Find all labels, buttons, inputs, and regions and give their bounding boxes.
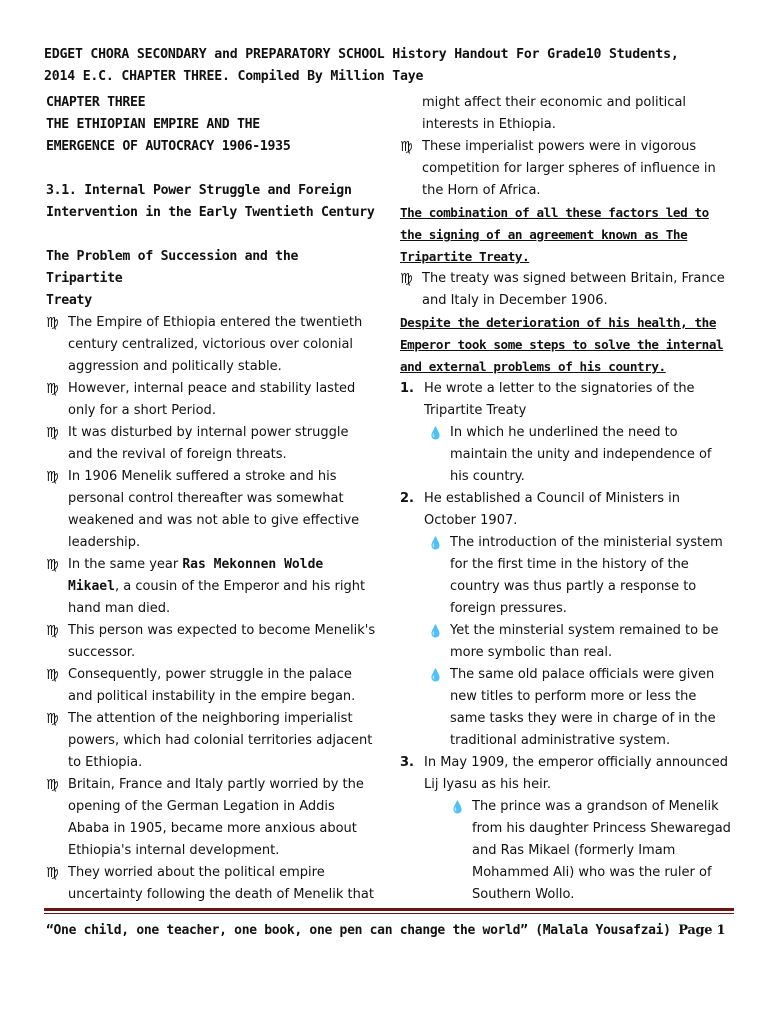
section-heading-line-1: 3.1. Internal Power Struggle and Foreign bbox=[46, 183, 352, 198]
drop-bullet-icon: 💧 bbox=[428, 668, 443, 682]
numbered-item: 3. In May 1909, the emperor officially announced Lij Iyasu as his heir. bbox=[400, 755, 729, 792]
drop-bullet-icon: 💧 bbox=[450, 800, 465, 814]
bullet-item: ♍ Consequently, power struggle in the palace and political instability in the empire began. bbox=[46, 664, 376, 708]
virgo-bullet-icon: ♍ bbox=[46, 623, 59, 639]
bullet-item: ♍ The treaty was signed between Britain, France and Italy in December 1906. bbox=[400, 268, 734, 312]
bullet-item: ♍ The Empire of Ethiopia entered the twentieth century centralized, victorious over colonial aggression and politically stable. bbox=[46, 312, 376, 378]
bullet-item: ♍ It was disturbed by internal power struggle and the revival of foreign threats. bbox=[46, 422, 376, 466]
bullet-item: ♍ The attention of the neighboring imperialist powers, which had colonial territories adjacent to Ethiopia. bbox=[46, 708, 376, 774]
subheading-line-2: Treaty bbox=[46, 293, 92, 308]
emphasis-statement: The combination of all these factors led to the signing of an agreement known as The Tripartite Treaty. bbox=[400, 205, 709, 264]
sub-bullet: 💧 The introduction of the ministerial system for the first time in the history of the country was thus partly a response to foreign pressures. bbox=[400, 532, 734, 620]
bullet-item: ♍ They worried about the political empire uncertainty following the death of Menelik that bbox=[46, 862, 376, 906]
chapter-label: CHAPTER THREE bbox=[46, 95, 146, 110]
bullet-item: ♍ In 1906 Menelik suffered a stroke and his personal control thereafter was somewhat weakened and was not able to give effective leadership. bbox=[46, 466, 376, 554]
footer-divider-thin bbox=[44, 913, 734, 914]
virgo-bullet-icon: ♍ bbox=[46, 777, 59, 793]
continued-text: might affect their economic and political interests in Ethiopia. bbox=[422, 95, 687, 132]
numbered-item: 2. He established a Council of Ministers in October 1907. bbox=[400, 491, 681, 528]
chapter-title-line-1: THE ETHIOPIAN EMPIRE AND THE bbox=[46, 117, 260, 132]
sub-bullet: 💧 Yet the minsterial system remained to be more symbolic than real. bbox=[400, 620, 734, 664]
page-number: Page 1 bbox=[678, 923, 726, 938]
virgo-bullet-icon: ♍ bbox=[46, 557, 59, 573]
left-column bbox=[46, 92, 376, 906]
footer-quote: “One child, one teacher, one book, one pen can change the world” (Malala Yousafzai) bbox=[46, 923, 671, 938]
virgo-bullet-icon: ♍ bbox=[46, 865, 59, 881]
handout-header bbox=[44, 44, 734, 88]
virgo-bullet-icon: ♍ bbox=[46, 667, 59, 683]
bullet-item: ♍ These imperialist powers were in vigorous competition for larger spheres of influence in the Horn of Africa. bbox=[400, 136, 734, 202]
bullet-item: ♍ Britain, France and Italy partly worried by the opening of the German Legation in Addis Ababa in 1905, became more anxious about Ethiopia's internal development. bbox=[46, 774, 376, 862]
virgo-bullet-icon: ♍ bbox=[46, 381, 59, 397]
drop-bullet-icon: 💧 bbox=[428, 426, 443, 440]
drop-bullet-icon: 💧 bbox=[428, 536, 443, 550]
right-column bbox=[400, 92, 734, 906]
header-line-1: EDGET CHORA SECONDARY and PREPARATORY SCHOOL History Handout For Grade10 Students, bbox=[44, 47, 679, 62]
sub-bullet: 💧 The same old palace officials were given new titles to perform more or less the same tasks they were in charge of in the traditional administrative system. bbox=[400, 664, 734, 752]
virgo-bullet-icon: ♍ bbox=[46, 711, 59, 727]
sub-bullet: 💧 In which he underlined the need to maintain the unity and independence of his country. bbox=[400, 422, 734, 488]
drop-bullet-icon: 💧 bbox=[428, 624, 443, 638]
person-name: Ras Mekonnen Wolde Mikael bbox=[68, 557, 324, 594]
bullet-item: ♍ In the same year Ras Mekonnen Wolde Mikael, a cousin of the Emperor and his right hand man died. bbox=[46, 554, 376, 620]
section-heading-line-2: Intervention in the Early Twentieth Century bbox=[46, 205, 375, 220]
header-line-2: 2014 E.C. CHAPTER THREE. Compiled By Million Taye bbox=[44, 69, 424, 84]
bullet-item: ♍ This person was expected to become Menelik's successor. bbox=[46, 620, 376, 664]
virgo-bullet-icon: ♍ bbox=[46, 315, 59, 331]
virgo-bullet-icon: ♍ bbox=[400, 271, 413, 287]
virgo-bullet-icon: ♍ bbox=[46, 469, 59, 485]
subheading-line-1: The Problem of Succession and the Tripartite bbox=[46, 249, 299, 286]
sub-bullet: 💧 The prince was a grandson of Menelik from his daughter Princess Shewaregad and Ras Mikael (formerly Imam Mohammed Ali) who was the ruler of Southern Wollo. bbox=[400, 796, 734, 906]
emphasis-statement: Despite the deterioration of his health, the Emperor took some steps to solve the internal and external problems of his country. bbox=[400, 315, 724, 374]
numbered-item: 1. He wrote a letter to the signatories of the Tripartite Treaty bbox=[400, 381, 695, 418]
footer-divider bbox=[44, 908, 734, 911]
virgo-bullet-icon: ♍ bbox=[400, 139, 413, 155]
chapter-title-line-2: EMERGENCE OF AUTOCRACY 1906-1935 bbox=[46, 139, 291, 154]
bullet-item: ♍ However, internal peace and stability lasted only for a short Period. bbox=[46, 378, 376, 422]
page-footer bbox=[46, 920, 746, 942]
virgo-bullet-icon: ♍ bbox=[46, 425, 59, 441]
